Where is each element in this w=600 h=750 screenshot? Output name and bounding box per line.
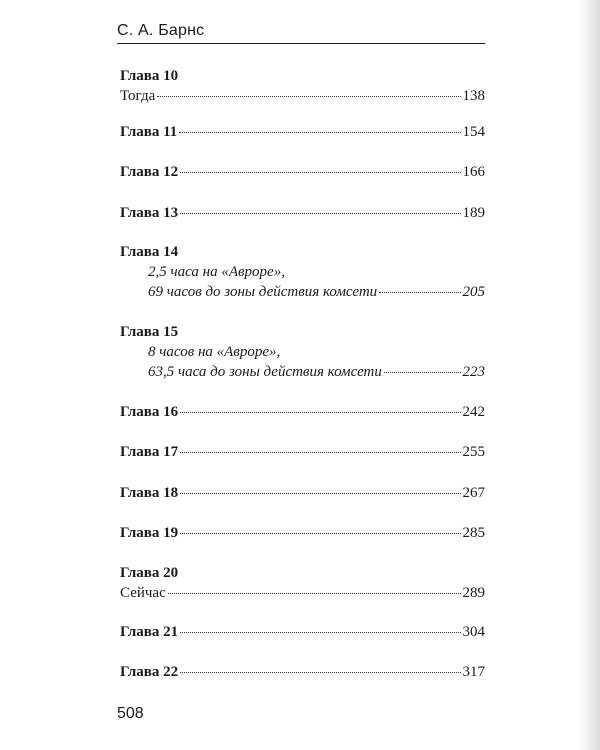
toc-entry-chapter-22[interactable] xyxy=(120,662,485,682)
chapter-label: Глава 17 xyxy=(120,444,179,460)
folio-page-number: 508 xyxy=(117,705,144,722)
page-number: 205 xyxy=(462,284,485,300)
page-number: 255 xyxy=(462,444,485,460)
dot-leader xyxy=(157,96,460,97)
toc-entry-chapter-21[interactable] xyxy=(120,622,485,642)
toc-entry-chapter-12[interactable] xyxy=(120,162,485,182)
dot-leader xyxy=(180,632,460,633)
chapter-label: Глава 20 xyxy=(120,565,179,581)
page-number: 304 xyxy=(462,624,485,640)
page-number: 285 xyxy=(462,525,485,541)
dot-leader xyxy=(180,412,460,413)
chapter-subtitle-line-1: 8 часов на «Авроре», xyxy=(148,344,281,360)
toc-entry-chapter-10[interactable] xyxy=(120,66,485,106)
chapter-label: Глава 18 xyxy=(120,485,179,501)
dot-leader xyxy=(168,593,461,594)
chapter-subtitle: Сейчас xyxy=(120,585,166,601)
chapter-label: Глава 16 xyxy=(120,404,179,420)
chapter-label: Глава 10 xyxy=(120,68,179,84)
running-head: С. А. Барнс xyxy=(117,22,205,39)
toc-entry-chapter-19[interactable] xyxy=(120,523,485,543)
toc-entry-chapter-11[interactable] xyxy=(120,122,485,142)
page-edge-shadow xyxy=(578,0,600,750)
toc-entry-chapter-18[interactable] xyxy=(120,483,485,503)
chapter-label: Глава 21 xyxy=(120,624,179,640)
dot-leader xyxy=(179,132,460,133)
page-number: 267 xyxy=(462,485,485,501)
chapter-subtitle-line-2: 63,5 часа до зоны действия комсети xyxy=(148,364,382,380)
dot-leader xyxy=(384,372,461,373)
header-rule xyxy=(117,43,485,44)
dot-leader xyxy=(379,292,460,293)
page-number: 223 xyxy=(462,364,485,380)
page-number: 242 xyxy=(462,404,485,420)
chapter-label: Глава 15 xyxy=(120,324,179,340)
toc-entry-chapter-20[interactable] xyxy=(120,563,485,603)
toc-entry-chapter-16[interactable] xyxy=(120,402,485,422)
dot-leader xyxy=(180,533,460,534)
page-number: 154 xyxy=(462,124,485,140)
dot-leader xyxy=(180,172,460,173)
dot-leader xyxy=(180,672,460,673)
chapter-label: Глава 13 xyxy=(120,205,179,221)
page-number: 189 xyxy=(462,205,485,221)
chapter-subtitle-line-1: 2,5 часа на «Авроре», xyxy=(148,264,285,280)
toc-entry-chapter-14[interactable] xyxy=(120,242,485,302)
dot-leader xyxy=(180,452,460,453)
chapter-subtitle: Тогда xyxy=(120,88,156,104)
page-number: 166 xyxy=(462,164,485,180)
chapter-label: Глава 19 xyxy=(120,525,179,541)
dot-leader xyxy=(180,213,460,214)
page-number: 317 xyxy=(462,664,485,680)
page-number: 138 xyxy=(462,88,485,104)
chapter-label: Глава 12 xyxy=(120,164,179,180)
chapter-label: Глава 14 xyxy=(120,244,179,260)
toc-entry-chapter-13[interactable] xyxy=(120,203,485,223)
dot-leader xyxy=(180,493,460,494)
toc-entry-chapter-17[interactable] xyxy=(120,442,485,462)
page-number: 289 xyxy=(462,585,485,601)
toc-entry-chapter-15[interactable] xyxy=(120,322,485,382)
chapter-label: Глава 22 xyxy=(120,664,179,680)
chapter-label: Глава 11 xyxy=(120,124,178,140)
chapter-subtitle-line-2: 69 часов до зоны действия комсети xyxy=(148,284,378,300)
